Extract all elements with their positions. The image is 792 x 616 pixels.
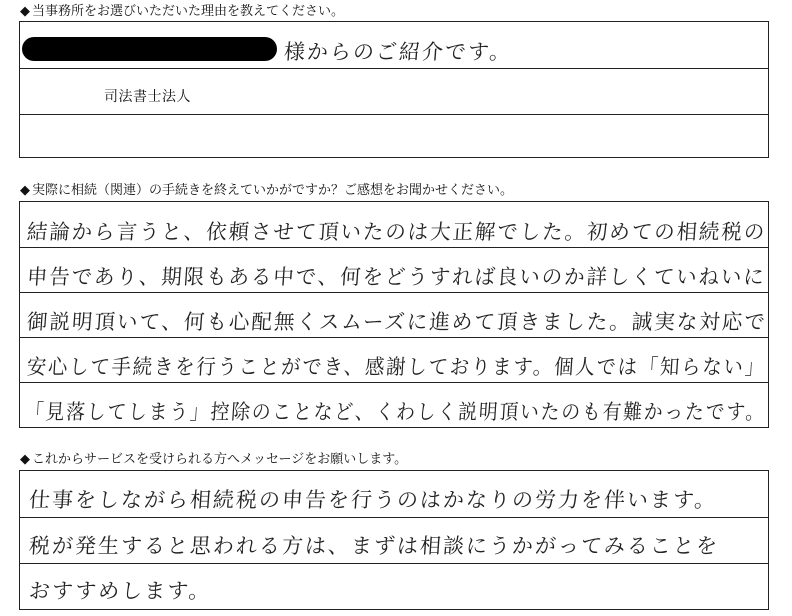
answer-1-typed-line: 司法書士法人	[104, 89, 191, 105]
question-2-text: 実際に相続（関連）の手続きを終えていかがですか？ご感想をお聞かせください。	[32, 183, 514, 198]
answer-2-line: 結論から言うと、依頼させて頂いたのは大正解でした。初めての相続税の	[26, 220, 768, 244]
answer-3-line: 税が発生すると思われる方は、まずは相談にうかがってみることを	[28, 534, 720, 558]
answer-2-line: 御説明頂いて、何も心配無くスムーズに進めて頂きました。誠実な対応で	[26, 310, 768, 334]
answer-3-line: 仕事をしながら相続税の申告を行うのはかなりの労力を伴います。	[28, 488, 719, 512]
diamond-bullet-icon: ◆	[20, 452, 30, 467]
redaction-bar	[22, 37, 277, 61]
answer-1-handwritten-line: 様からのご紹介です。	[283, 40, 514, 64]
answer-3-line: おすすめします。	[28, 579, 213, 603]
answer-3-rule	[20, 517, 768, 518]
answer-2-rule	[20, 247, 768, 248]
answer-2-rule	[20, 292, 768, 293]
answer-2-line: 安心して手続きを行うことができ、感謝しております。個人では「知らない」	[26, 355, 767, 379]
answer-1-rule	[20, 114, 768, 115]
question-3-heading	[20, 452, 407, 468]
answer-2-line: 申告であり、期限もある中で、何をどうすれば良いのか詳しくていねいに	[26, 265, 767, 289]
question-1-heading	[20, 4, 344, 20]
diamond-bullet-icon: ◆	[20, 4, 30, 19]
answer-2-rule	[20, 382, 768, 383]
diamond-bullet-icon: ◆	[20, 183, 30, 198]
question-2-heading	[20, 183, 513, 199]
answer-1-rule	[20, 68, 768, 69]
answer-2-rule	[20, 337, 768, 338]
question-1-text: 当事務所をお選びいただいた理由を教えてください。	[32, 4, 345, 19]
answer-3-rule	[20, 563, 768, 564]
answer-2-line: 「見落してしまう」控除のことなど、くわしく説明頂いたのも有難かったです。	[24, 400, 767, 424]
question-3-text: これからサービスを受けられる方へメッセージをお願いします。	[32, 452, 408, 467]
